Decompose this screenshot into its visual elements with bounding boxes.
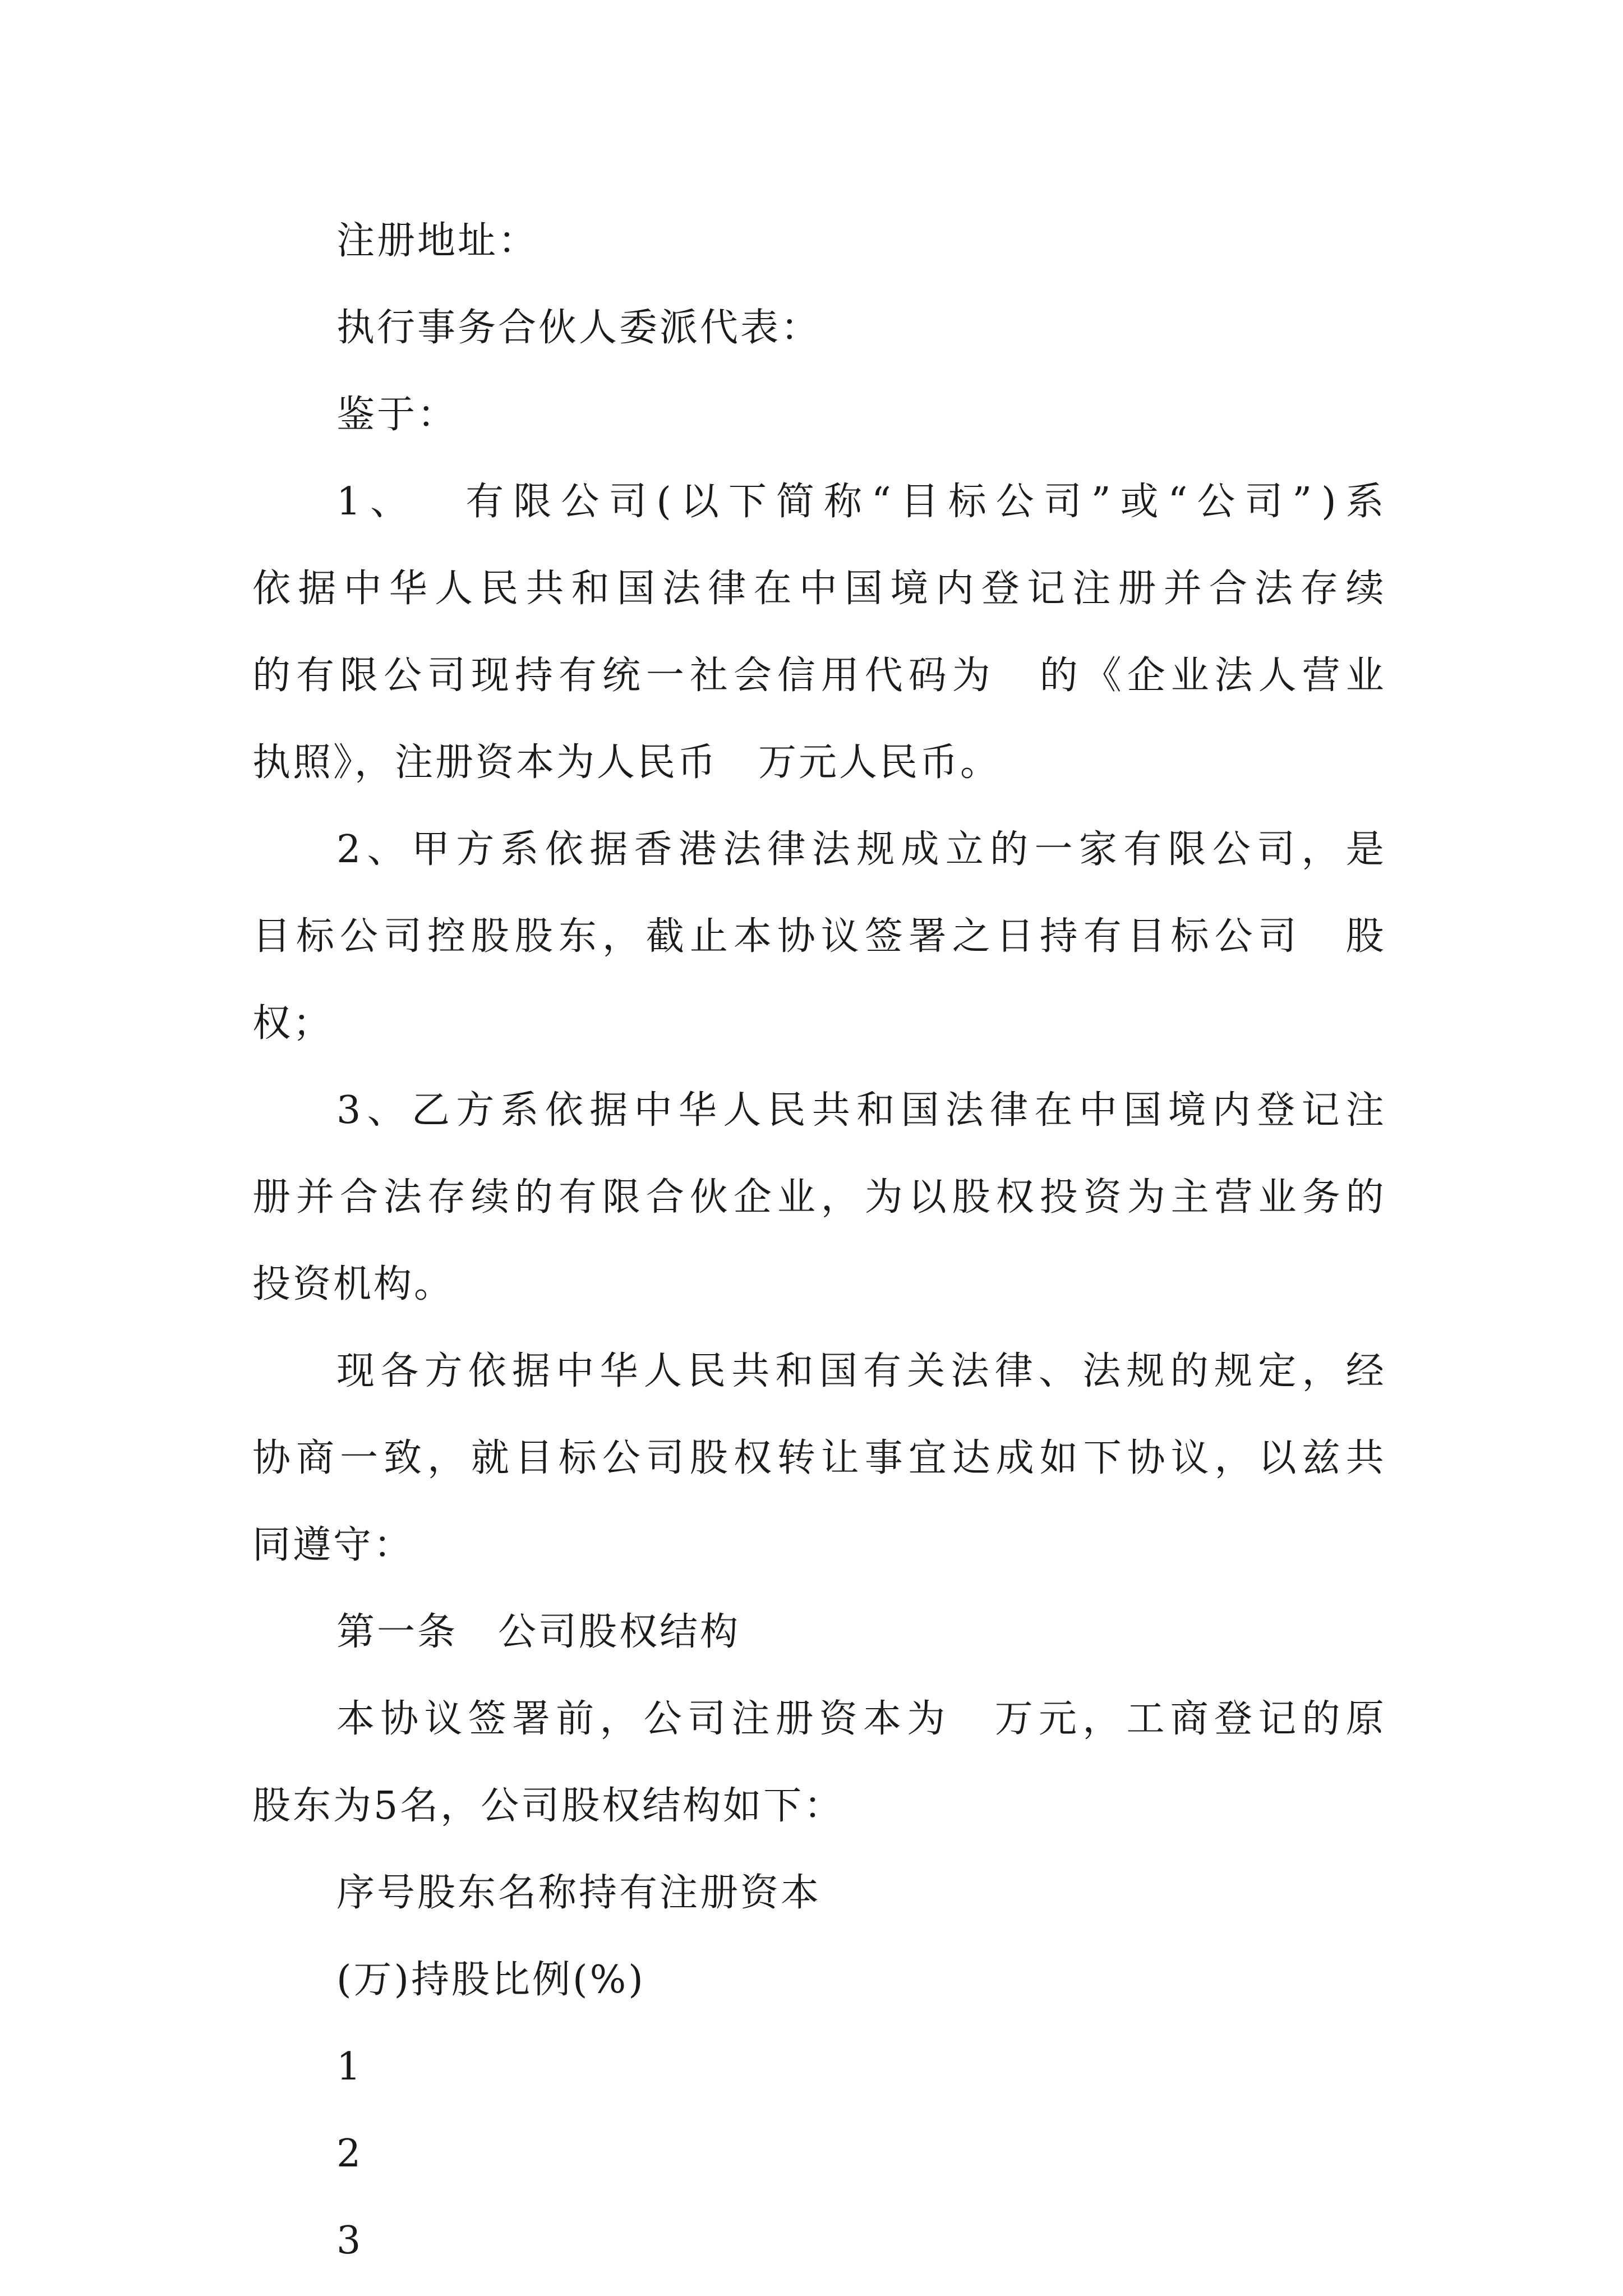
agreement-intro-line-1: 现 各 方 依 据 中 华 人 民 共 和 国 有 关 法 律 、 法 规 的 规 定 ， 经: [336, 1349, 1384, 1393]
shareholding-table-header-1: 序号股东名称持有注册资本: [336, 1871, 822, 1915]
whereas-3-line-3: 投资机构。: [252, 1262, 455, 1306]
table-row-number: 1: [336, 2045, 363, 2089]
whereas-heading: 鉴于：: [336, 393, 458, 437]
whereas-1-line-2: 依 据 中 华 人 民 共 和 国 法 律 在 中 国 境 内 登 记 注 册 并 合 法 存 续: [252, 567, 1384, 611]
whereas-3-line-1: 3 、 乙 方 系 依 据 中 华 人 民 共 和 国 法 律 在 中 国 境 内 登 记 注: [336, 1088, 1384, 1133]
table-row-number: 3: [336, 2219, 363, 2263]
whereas-1-line-3: 的 有 限 公 司 现 持 有 统 一 社 会 信 用 代 码 为 的 《 企 业 法 人 营 业: [252, 654, 1384, 698]
whereas-3-line-2: 册 并 合 法 存 续 的 有 限 合 伙 企 业 ， 为 以 股 权 投 资 为 主 营 业 务 的: [252, 1175, 1384, 1220]
article-1-text-line-1: 本 协 议 签 署 前 ， 公 司 注 册 资 本 为 万 元 ， 工 商 登 记 的 原: [336, 1697, 1384, 1741]
article-1-text-line-2: 股东为5名，公司股权结构如下：: [252, 1784, 845, 1828]
whereas-1-line-1: 1 、 有 限 公 司 ( 以 下 简 称 “ 目 标 公 司 ” 或 “ 公 司 ” ) 系: [336, 480, 1384, 524]
shareholding-table-header-2: (万)持股比例(%): [336, 1958, 645, 2002]
whereas-2-line-1: 2 、 甲 方 系 依 据 香 港 法 律 法 规 成 立 的 一 家 有 限 公 司 ， 是: [336, 827, 1384, 872]
registered-address-label: 注册地址：: [336, 219, 539, 263]
agreement-intro-line-3: 同遵守：: [252, 1523, 414, 1567]
whereas-1-line-4: 执照》，注册资本为人民币 万元人民币。: [252, 740, 1001, 785]
whereas-2-line-2: 目 标 公 司 控 股 股 东 ， 截 止 本 协 议 签 署 之 日 持 有 目 标 公 司 股: [252, 914, 1384, 959]
agreement-intro-line-2: 协 商 一 致 ， 就 目 标 公 司 股 权 转 让 事 宜 达 成 如 下 协 议 ， 以 兹 共: [252, 1436, 1384, 1480]
table-row-number: 2: [336, 2132, 363, 2176]
whereas-2-line-3: 权；: [252, 1001, 334, 1046]
executive-partner-representative-label: 执行事务合伙人委派代表：: [336, 306, 822, 350]
article-1-heading: 第一条 公司股权结构: [336, 1610, 741, 1654]
